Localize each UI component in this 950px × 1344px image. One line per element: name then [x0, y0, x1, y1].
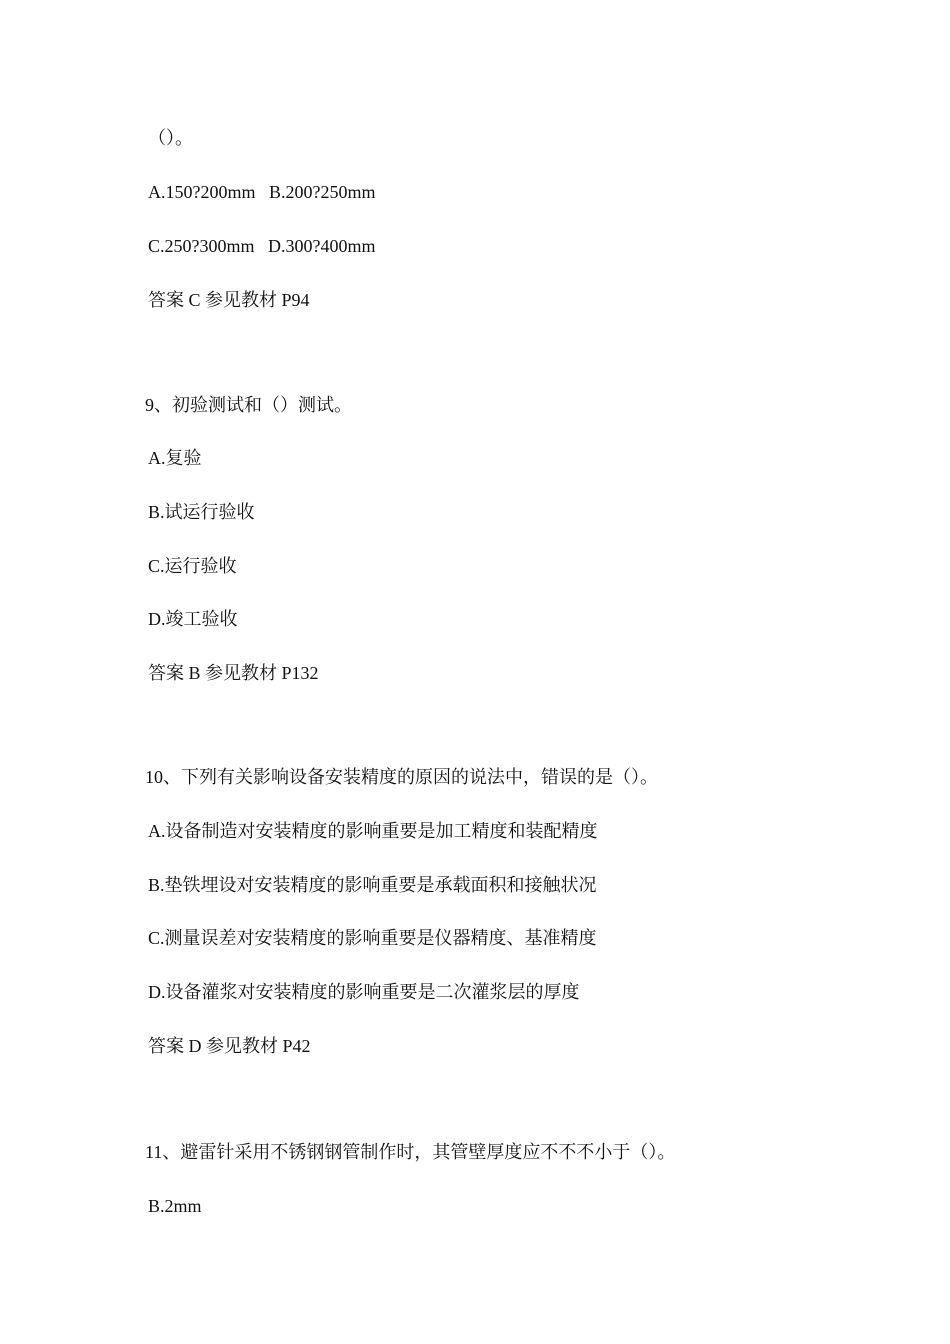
question-10-option-c: C.测量误差对安装精度的影响重要是仪器精度、基准精度 [148, 928, 597, 948]
question-11-title: 11、避雷针采用不锈钢钢管制作时，其管壁厚度应不不不小于（）。 [145, 1142, 676, 1162]
options-line-ab: A.150?200mm B.200?250mm [148, 182, 376, 202]
question-9-option-a: A.复验 [148, 448, 202, 468]
question-tail: （）。 [148, 128, 193, 148]
question-10-option-d: D.设备灌浆对安装精度的影响重要是二次灌浆层的厚度 [148, 982, 580, 1002]
question-9-answer: 答案 B 参见教材 P132 [148, 663, 319, 683]
question-10-option-b: B.垫铁埋设对安装精度的影响重要是承载面积和接触状况 [148, 875, 597, 895]
question-9-option-c: C.运行验收 [148, 556, 237, 576]
question-9-option-b: B.试运行验收 [148, 502, 255, 522]
question-9-option-d: D.竣工验收 [148, 609, 238, 629]
question-11-option-b: B.2mm [148, 1196, 202, 1216]
question-10-answer: 答案 D 参见教材 P42 [148, 1036, 311, 1056]
answer-line: 答案 C 参见教材 P94 [148, 290, 310, 310]
question-9-title: 9、初验测试和（）测试。 [145, 395, 352, 415]
question-10-title: 10、下列有关影响设备安装精度的原因的说法中，错误的是（）。 [145, 767, 658, 787]
options-line-cd: C.250?300mm D.300?400mm [148, 236, 376, 256]
question-10-option-a: A.设备制造对安装精度的影响重要是加工精度和装配精度 [148, 821, 598, 841]
